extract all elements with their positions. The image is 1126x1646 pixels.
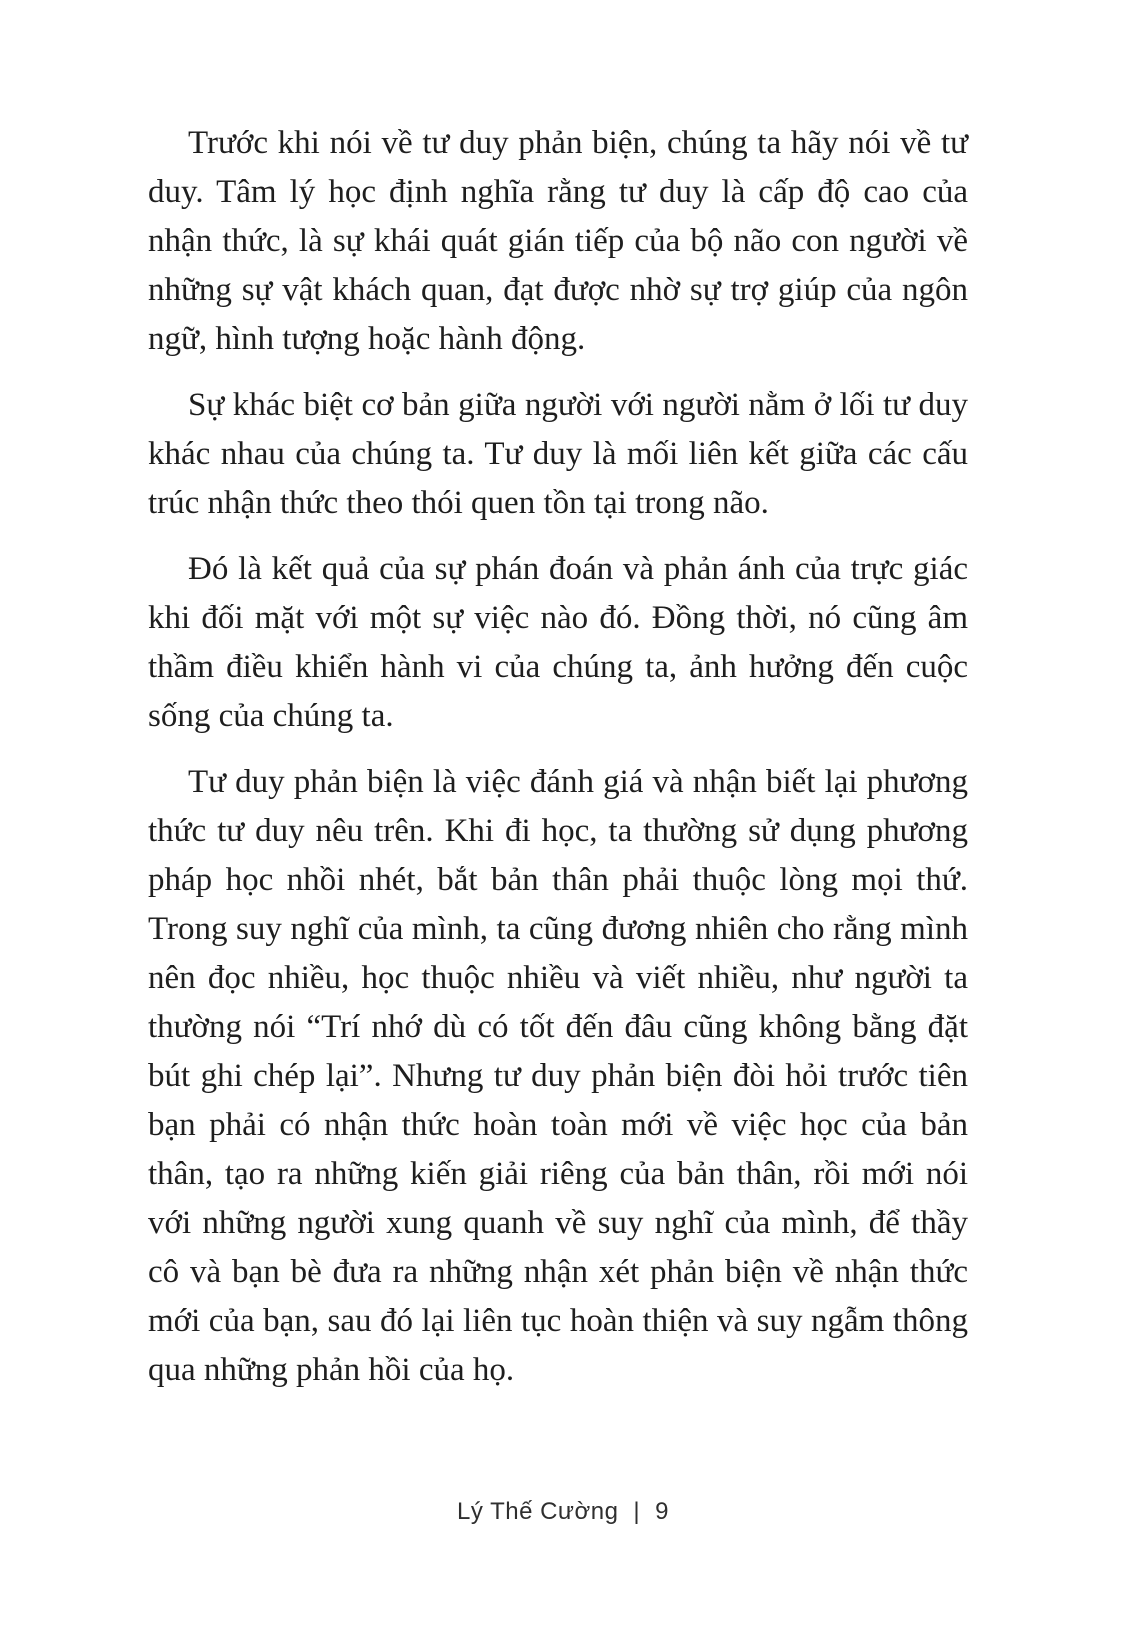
paragraph: Trước khi nói về tư duy phản biện, chúng ta hãy nói về tư duy. Tâm lý học định nghĩa rằng tư duy là cấp độ cao của nhận thức, là sự khái quát gián tiếp của bộ não con người về những sự vật khách quan, đạt được nhờ sự trợ giúp của ngôn ngữ, hình tượng hoặc hành động. xyxy=(148,125,968,357)
footer-author-name: Lý Thế Cường xyxy=(456,1498,619,1525)
paragraph: Đó là kết quả của sự phán đoán và phản ánh của trực giác khi đối mặt với một sự việc nào đó. Đồng thời, nó cũng âm thầm điều khiển hành vi của chúng ta, ảnh hưởng đến cuộc sống của chúng ta. xyxy=(148,551,968,734)
footer-separator: | xyxy=(633,1498,641,1525)
page-footer xyxy=(0,1498,1126,1526)
paragraph: Tư duy phản biện là việc đánh giá và nhận biết lại phương thức tư duy nêu trên. Khi đi học, ta thường sử dụng phương pháp học nhồi nhét, bắt bản thân phải thuộc lòng mọi thứ. Trong suy nghĩ của mình, ta cũng đương nhiên cho rằng mình nên đọc nhiều, học thuộc nhiều và viết nhiều, như người ta thường nói “Trí nhớ dù có tốt đến đâu cũng không bằng đặt bút ghi chép lại”. Nhưng tư duy phản biện đòi hỏi trước tiên bạn phải có nhận thức hoàn toàn mới về việc học của bản thân, tạo ra những kiến giải riêng của bản thân, rồi mới nói với những người xung quanh về suy nghĩ của mình, để thầy cô và bạn bè đưa ra những nhận xét phản biện về nhận thức mới của bạn, sau đó lại liên tục hoàn thiện và suy ngẫm thông qua những phản hồi của họ. xyxy=(148,764,968,1388)
paragraph: Sự khác biệt cơ bản giữa người với người nằm ở lối tư duy khác nhau của chúng ta. Tư duy là mối liên kết giữa các cấu trúc nhận thức theo thói quen tồn tại trong não. xyxy=(148,387,968,521)
page-body xyxy=(148,0,968,1412)
footer-page-number: 9 xyxy=(655,1498,670,1525)
